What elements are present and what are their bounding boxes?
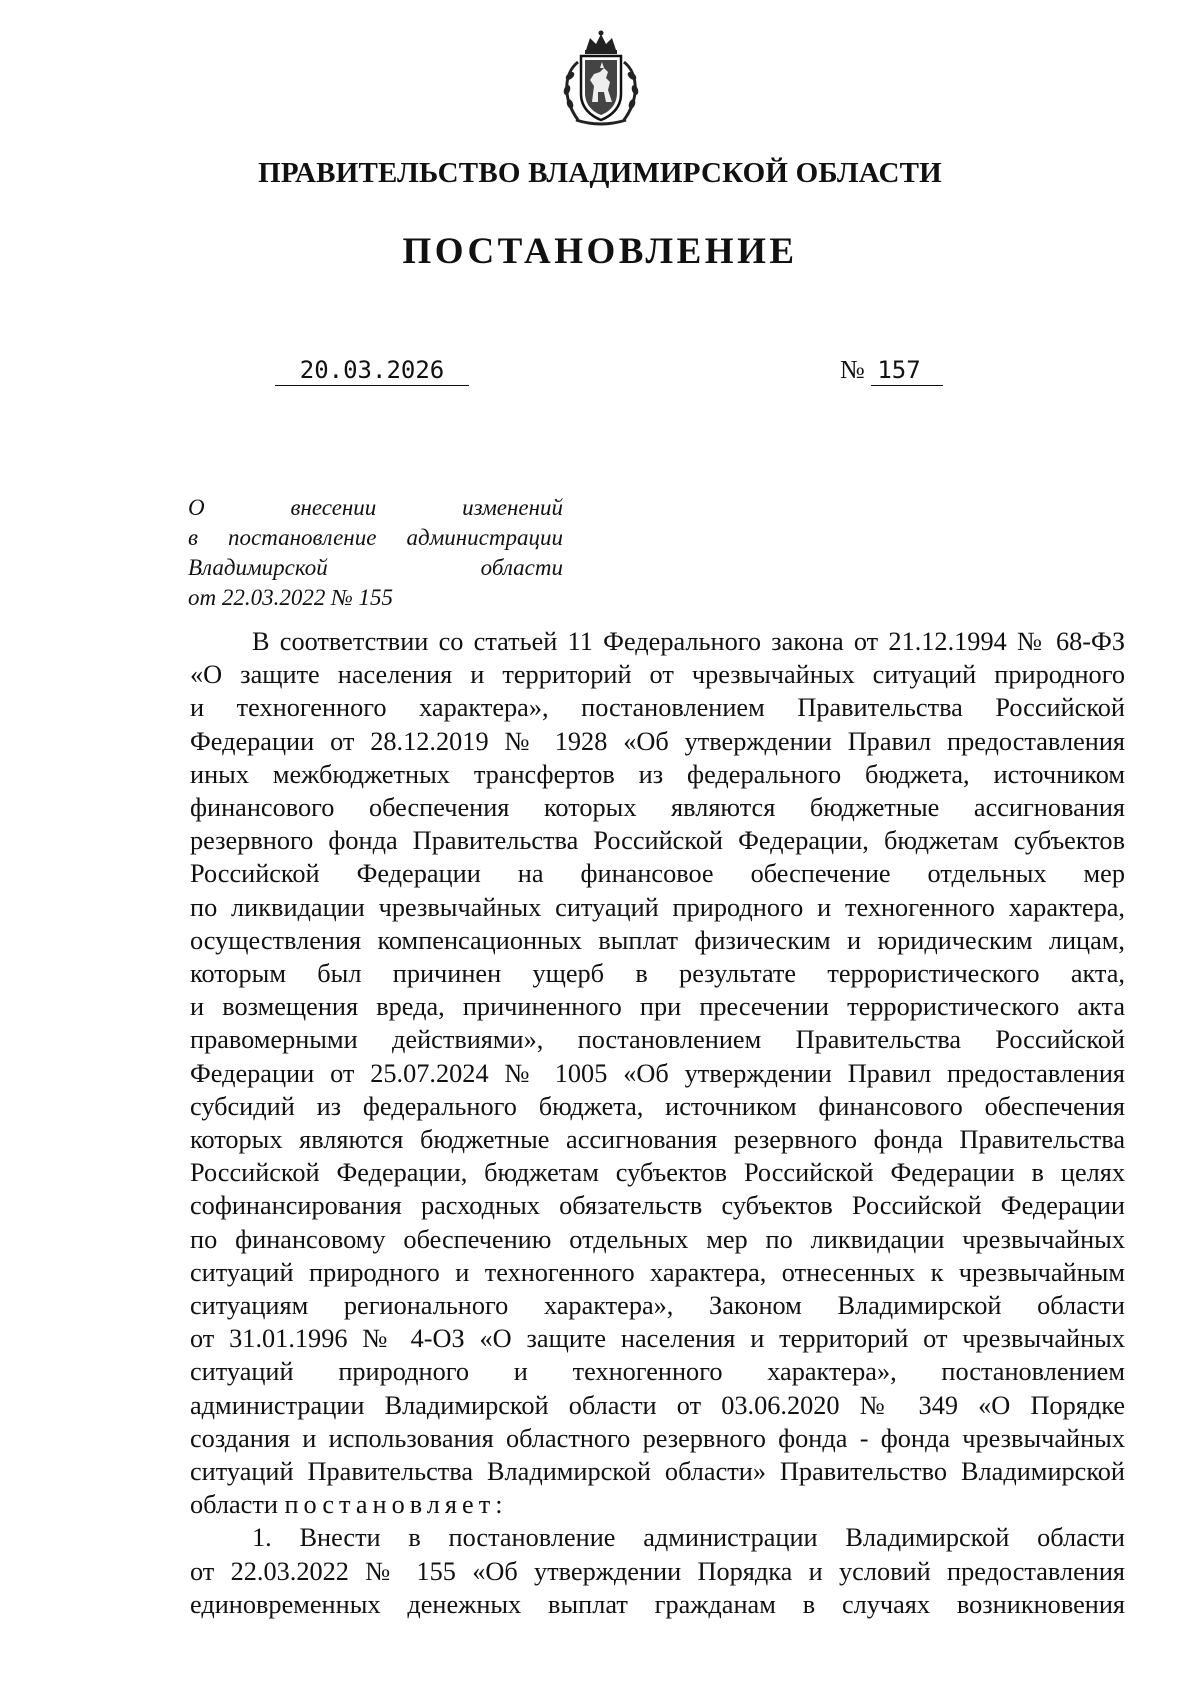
subject-line: в постановление администрации bbox=[188, 525, 563, 550]
organization-title: ПРАВИТЕЛЬСТВО ВЛАДИМИРСКОЙ ОБЛАСТИ bbox=[258, 157, 942, 189]
body-line: создания и использования областного резервного фонда - фонда чрезвычайных bbox=[190, 1423, 1125, 1453]
body-line: ситуаций Правительства Владимирской области» Правительство Владимирской bbox=[190, 1457, 1125, 1487]
body-line: правомерными действиями», постановлением Правительства Российской bbox=[190, 1025, 1125, 1055]
body-line: В соответствии со статьей 11 Федерального закона от 21.12.1994 № 68-ФЗ bbox=[252, 627, 1125, 656]
body-line: по ликвидации чрезвычайных ситуаций природного и техногенного характера, bbox=[190, 892, 1125, 922]
body-line: которым был причинен ущерб в результате террористического акта, bbox=[190, 959, 1125, 989]
body-line: Федерации от 25.07.2024 № 1005 «Об утверждении Правил предоставления bbox=[190, 1058, 1125, 1088]
body-line: софинансирования расходных обязательств субъектов Российской Федерации bbox=[190, 1191, 1125, 1221]
body-line: и техногенного характера», постановлением Правительства Российской bbox=[190, 693, 1125, 723]
body-line: и возмещения вреда, причиненного при пресечении террористического акта bbox=[190, 992, 1125, 1022]
body-line: ситуаций природного и техногенного характера, отнесенных к чрезвычайным bbox=[190, 1257, 1125, 1287]
body-line: Российской Федерации, бюджетам субъектов Российской Федерации в целях bbox=[190, 1158, 1125, 1188]
item-1-line: 1. Внести в постановление администрации Владимирской области bbox=[252, 1523, 1125, 1553]
item-1-line: единовременных денежных выплат гражданам в случаях возникновения bbox=[190, 1589, 1125, 1619]
document-type-heading: ПОСТАНОВЛЕНИЕ bbox=[402, 231, 798, 272]
body-line: иных межбюджетных трансфертов из федерального бюджета, источником bbox=[190, 759, 1125, 789]
body-line: Российской Федерации на финансовое обеспечение отдельных мер bbox=[190, 859, 1125, 889]
item-1-line: от 22.03.2022 № 155 «Об утверждении Порядка и условий предоставления bbox=[190, 1556, 1125, 1586]
subject-line: О внесении изменений bbox=[188, 495, 563, 520]
body-line-resolves bbox=[190, 1488, 1125, 1521]
coat-of-arms-icon bbox=[556, 28, 646, 128]
resolves-word: постановляет: bbox=[284, 1490, 508, 1520]
subject-block bbox=[188, 493, 563, 613]
document-number-field bbox=[840, 355, 943, 386]
closing-prefix: области bbox=[190, 1490, 278, 1520]
preamble-paragraph bbox=[190, 625, 1125, 1621]
body-line: резервного фонда Правительства Российской Федерации, бюджетам субъектов bbox=[190, 826, 1125, 856]
body-line: которых являются бюджетные ассигнования резервного фонда Правительства bbox=[190, 1125, 1125, 1155]
number-label: № bbox=[840, 355, 865, 384]
body-line: осуществления компенсационных выплат физическим и юридическим лицам, bbox=[190, 925, 1125, 955]
body-line: «О защите населения и территорий от чрезвычайных ситуаций природного bbox=[190, 660, 1125, 690]
body-line: от 31.01.1996 № 4-ОЗ «О защите населения и территорий от чрезвычайных bbox=[190, 1324, 1125, 1354]
body-line: Федерации от 28.12.2019 № 1928 «Об утверждении Правил предоставления bbox=[190, 726, 1125, 756]
subject-line: от 22.03.2022 № 155 bbox=[188, 585, 394, 610]
body-line: администрации Владимирской области от 03.06.2020 № 349 «О Порядке bbox=[190, 1390, 1125, 1420]
body-line: по финансовому обеспечению отдельных мер по ликвидации чрезвычайных bbox=[190, 1224, 1125, 1254]
subject-line: Владимирской области bbox=[188, 555, 563, 580]
body-line: субсидий из федерального бюджета, источником финансового обеспечения bbox=[190, 1091, 1125, 1121]
body-line: ситуациям регионального характера», Законом Владимирской области bbox=[190, 1291, 1125, 1321]
document-number: 157 bbox=[871, 355, 943, 386]
body-line: финансового обеспечения которых являются бюджетные ассигнования bbox=[190, 793, 1125, 823]
document-date: 20.03.2026 bbox=[275, 355, 469, 386]
body-line: ситуаций природного и техногенного характера», постановлением bbox=[190, 1357, 1125, 1387]
